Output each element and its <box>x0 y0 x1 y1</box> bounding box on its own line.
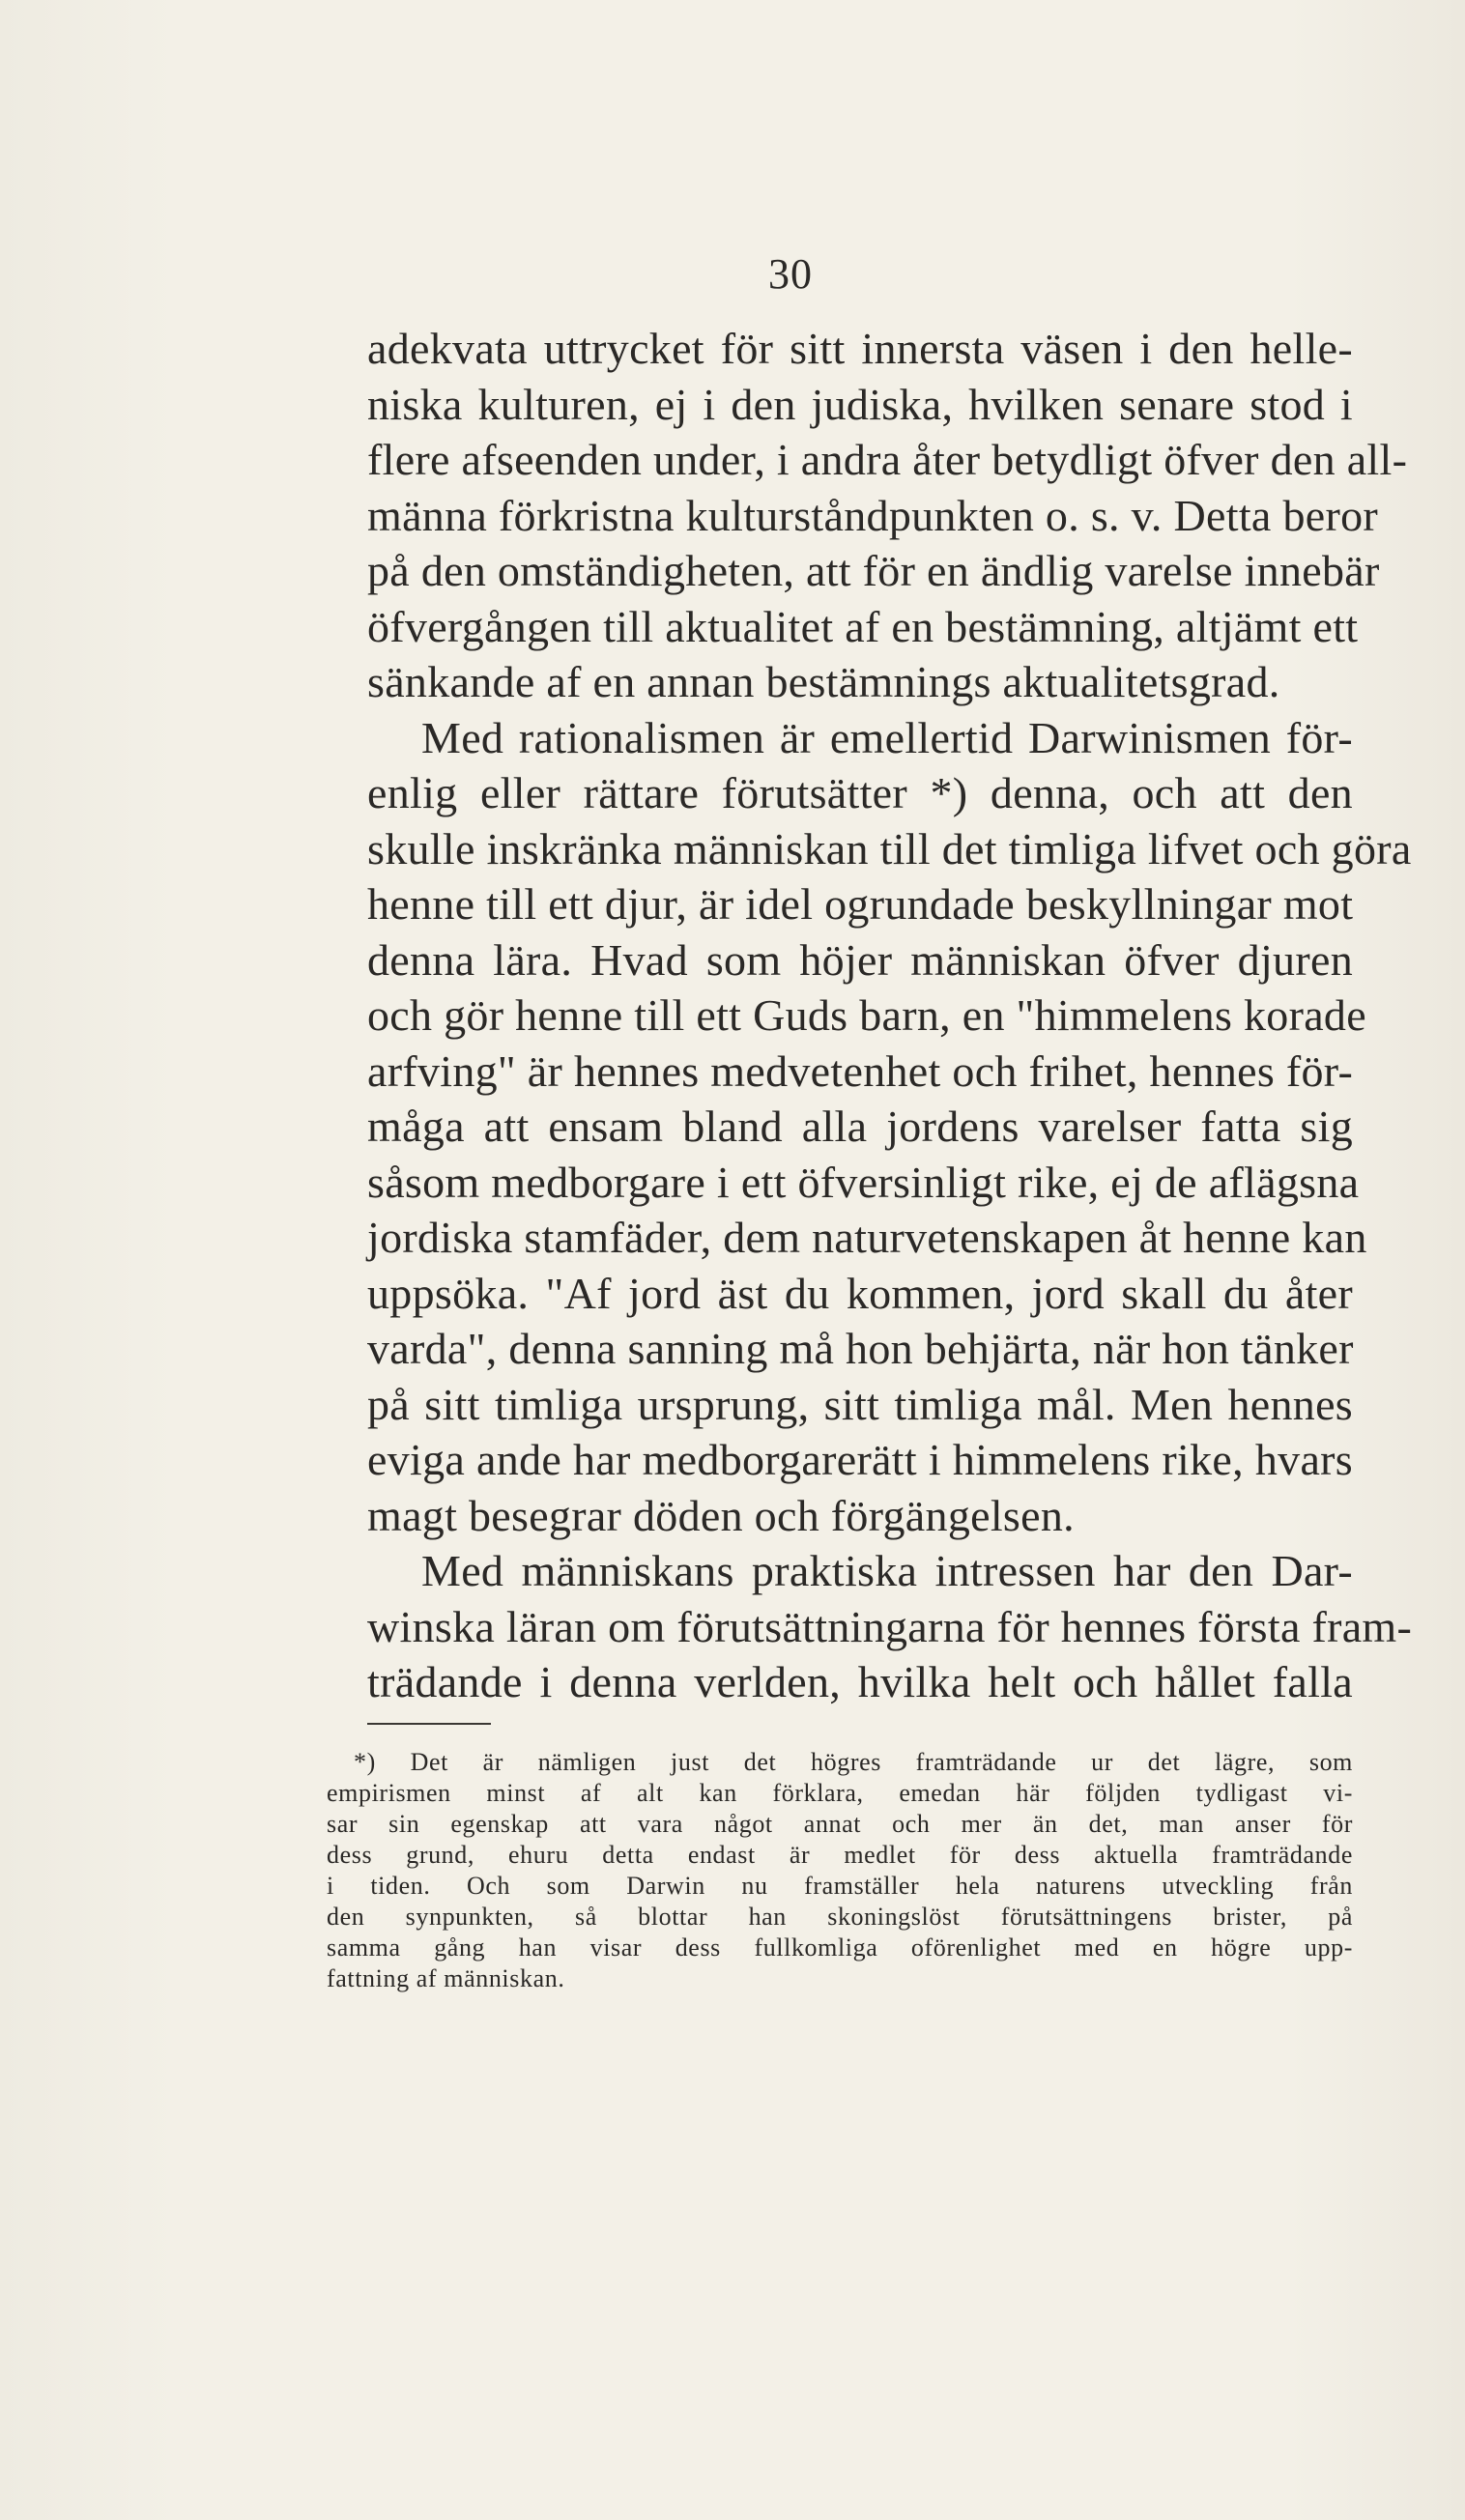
body-line: winska läran om förutsättningarna för hennes första fram- <box>367 1601 1413 1651</box>
footnote-divider <box>367 1723 491 1725</box>
body-line: magt besegrar döden och förgängelsen. <box>367 1490 1075 1540</box>
body-line: denna lära. Hvad som höjer människan öfver djuren <box>367 934 1353 985</box>
body-line: jordiska stamfäder, dem naturvetenskapen åt henne kan <box>367 1213 1367 1262</box>
body-line: måga att ensam bland alla jordens varelser fatta sig <box>367 1102 1353 1151</box>
page-number: 30 <box>768 250 813 298</box>
body-line: på sitt timliga ursprung, sitt timliga mål. Men hennes <box>367 1379 1353 1429</box>
body-line: niska kulturen, ej i den judiska, hvilken senare stod i <box>367 379 1353 429</box>
body-line: och gör henne till ett Guds barn, en "himmelens korade <box>367 990 1366 1040</box>
footnote-line: empirismen minst af alt kan förklara, emedan här följden tydligast vi- <box>327 1779 1353 1807</box>
footnote-line: samma gång han visar dess fullkomliga oförenlighet med en högre upp- <box>327 1933 1353 1962</box>
footnote-line: sar sin egenskap att vara något annat och mer än det, man anser för <box>327 1810 1353 1838</box>
body-line: henne till ett djur, är idel ogrundade beskyllningar mot <box>367 879 1354 929</box>
body-line: uppsöka. "Af jord äst du kommen, jord skall du åter <box>367 1268 1353 1318</box>
footnote <box>327 1747 1353 1994</box>
body-line: på den omständigheten, att för en ändlig varelse innebär <box>367 546 1380 595</box>
footnote-line: den synpunkten, så blottar han skoningslöst förutsättningens brister, på <box>327 1903 1353 1931</box>
footnote-line: fattning af människan. <box>327 1964 565 1992</box>
body-line: männa förkristna kulturståndpunkten o. s. v. Detta beror <box>367 490 1379 540</box>
body-line: varda", denna sanning må hon behjärta, när hon tänker <box>367 1324 1354 1373</box>
footnote-line: dess grund, ehuru detta endast är medlet för dess aktuella framträdande <box>327 1841 1353 1869</box>
footnote-line: i tiden. Och som Darwin nu framställer hela naturens utveckling från <box>327 1872 1353 1900</box>
body-line: skulle inskränka människan till det timliga lifvet och göra <box>367 823 1412 873</box>
body-text <box>367 321 1413 1710</box>
body-line: flere afseenden under, i andra åter betydligt öfver den all- <box>367 435 1408 484</box>
body-line: Med människans praktiska intressen har den Dar- <box>421 1546 1353 1595</box>
body-line: Med rationalismen är emellertid Darwinismen för- <box>421 712 1353 762</box>
body-line: enlig eller rättare förutsätter *) denna, och att den <box>367 768 1353 817</box>
body-line: arfving" är hennes medvetenhet och frihet, hennes för- <box>367 1045 1354 1096</box>
body-line: sänkande af en annan bestämnings aktualitetsgrad. <box>367 657 1280 706</box>
body-line: adekvata uttrycket för sitt innersta väsen i den helle- <box>367 324 1353 373</box>
body-line: såsom medborgare i ett öfversinligt rike, ej de aflägsna <box>367 1157 1360 1207</box>
footnote-line: *) Det är nämligen just det högres framträdande ur det lägre, som <box>354 1748 1353 1776</box>
body-line: trädande i denna verlden, hvilka helt och hållet falla <box>367 1657 1353 1706</box>
body-line: öfvergången till aktualitet af en bestämning, altjämt ett <box>367 601 1359 651</box>
body-line: eviga ande har medborgarerätt i himmelens rike, hvars <box>367 1435 1353 1484</box>
